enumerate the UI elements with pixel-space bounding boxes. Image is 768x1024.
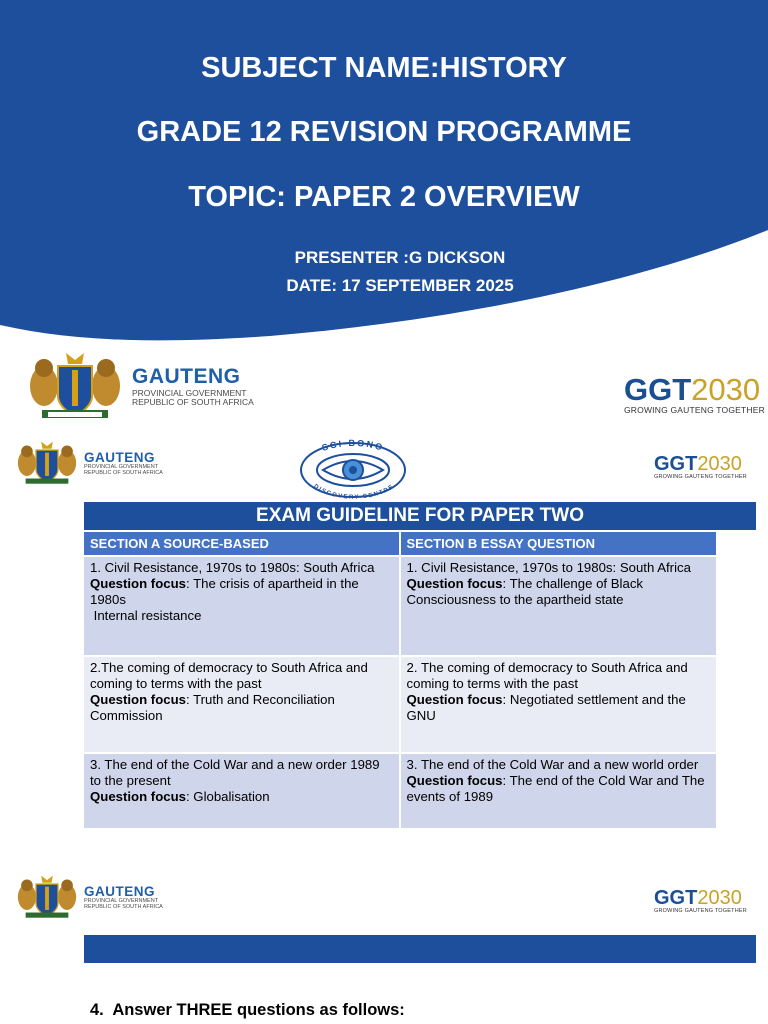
table-cell: 1. Civil Resistance, 1970s to 1980s: South Africa Question focus: The challenge of Black Consciousness to the apartheid state	[400, 556, 717, 656]
gauteng-name: GAUTENG	[132, 365, 241, 389]
gauteng-name: GAUTENG	[84, 449, 155, 465]
scibono-eye-icon	[285, 434, 420, 504]
coat-of-arms-icon	[24, 348, 126, 424]
gauteng-sub2: REPUBLIC OF SOUTH AFRICA	[132, 397, 254, 407]
table-cell: 2. The coming of democracy to South Africa and coming to terms with the past Question focus: Negotiated settlement and the GNU	[400, 656, 717, 753]
scibono-top-text: SCI-BONO	[320, 437, 386, 453]
gauteng-sub1: PROVINCIAL GOVERNMENT	[84, 897, 159, 904]
table-cell: 1. Civil Resistance, 1970s to 1980s: South Africa Question focus: The crisis of apartheid in the 1980s Internal resistance	[84, 556, 400, 656]
exam-guideline-table	[84, 532, 718, 828]
exam-guideline-heading: EXAM GUIDELINE FOR PAPER TWO	[84, 502, 756, 530]
gauteng-logo-large	[24, 348, 254, 424]
ggt-text: GGT	[624, 372, 692, 407]
column-header-section-b: SECTION B ESSAY QUESTION	[400, 532, 717, 556]
ggt2030-logo-small	[654, 454, 747, 480]
topic-title: TOPIC: PAPER 2 OVERVIEW	[188, 181, 580, 213]
scibono-logo	[285, 434, 420, 504]
gauteng-sub2: REPUBLIC OF SOUTH AFRICA	[84, 469, 163, 476]
coat-of-arms-icon	[14, 872, 80, 922]
ggt-text: GGT	[654, 887, 698, 909]
coat-of-arms-icon	[14, 438, 80, 488]
presenter-line: PRESENTER :G DICKSON	[294, 248, 506, 267]
ggt-tagline: GROWING GAUTENG TOGETHER	[654, 908, 747, 914]
ggt-year: 2030	[697, 453, 742, 475]
table-cell: 3. The end of the Cold War and a new order 1989 to the present Question focus: Globalisation	[84, 753, 400, 828]
subject-title: SUBJECT NAME:HISTORY	[201, 52, 567, 84]
scibono-bottom-text: DISCOVERY CENTRE	[312, 483, 396, 501]
ggt-year: 2030	[691, 372, 761, 407]
gauteng-sub1: PROVINCIAL GOVERNMENT	[132, 388, 247, 399]
date-line: DATE: 17 SEPTEMBER 2025	[286, 276, 514, 295]
footer-bar	[84, 935, 756, 963]
table-cell: 3. The end of the Cold War and a new world order Question focus: The end of the Cold War and The events of 1989	[400, 753, 717, 828]
svg-text:SCI-BONO	[321, 438, 386, 453]
table-row	[84, 556, 717, 656]
instruction-line: 4. Answer THREE questions as follows:	[90, 1001, 405, 1019]
table-row	[84, 656, 717, 753]
ggt-year: 2030	[697, 887, 742, 909]
ggt-tagline: GROWING GAUTENG TOGETHER	[654, 474, 747, 480]
table-cell: 2.The coming of democracy to South Africa and coming to terms with the past Question focus: Truth and Reconciliation Commission	[84, 656, 400, 753]
gauteng-name: GAUTENG	[84, 883, 155, 899]
gauteng-sub1: PROVINCIAL GOVERNMENT	[84, 463, 159, 470]
gauteng-sub2: REPUBLIC OF SOUTH AFRICA	[84, 903, 163, 910]
ggt-text: GGT	[654, 453, 698, 475]
gauteng-logo-footer	[14, 872, 163, 922]
ggt-tagline: GROWING GAUTENG TOGETHER	[624, 405, 765, 415]
gauteng-logo-small	[14, 438, 163, 488]
table-row	[84, 753, 717, 828]
grade-title: GRADE 12 REVISION PROGRAMME	[136, 116, 632, 148]
title-banner	[0, 0, 768, 345]
ggt2030-logo-large	[624, 374, 765, 415]
table-header-row	[84, 532, 717, 556]
column-header-section-a: SECTION A SOURCE-BASED	[84, 532, 400, 556]
ggt2030-logo-footer	[654, 888, 747, 914]
